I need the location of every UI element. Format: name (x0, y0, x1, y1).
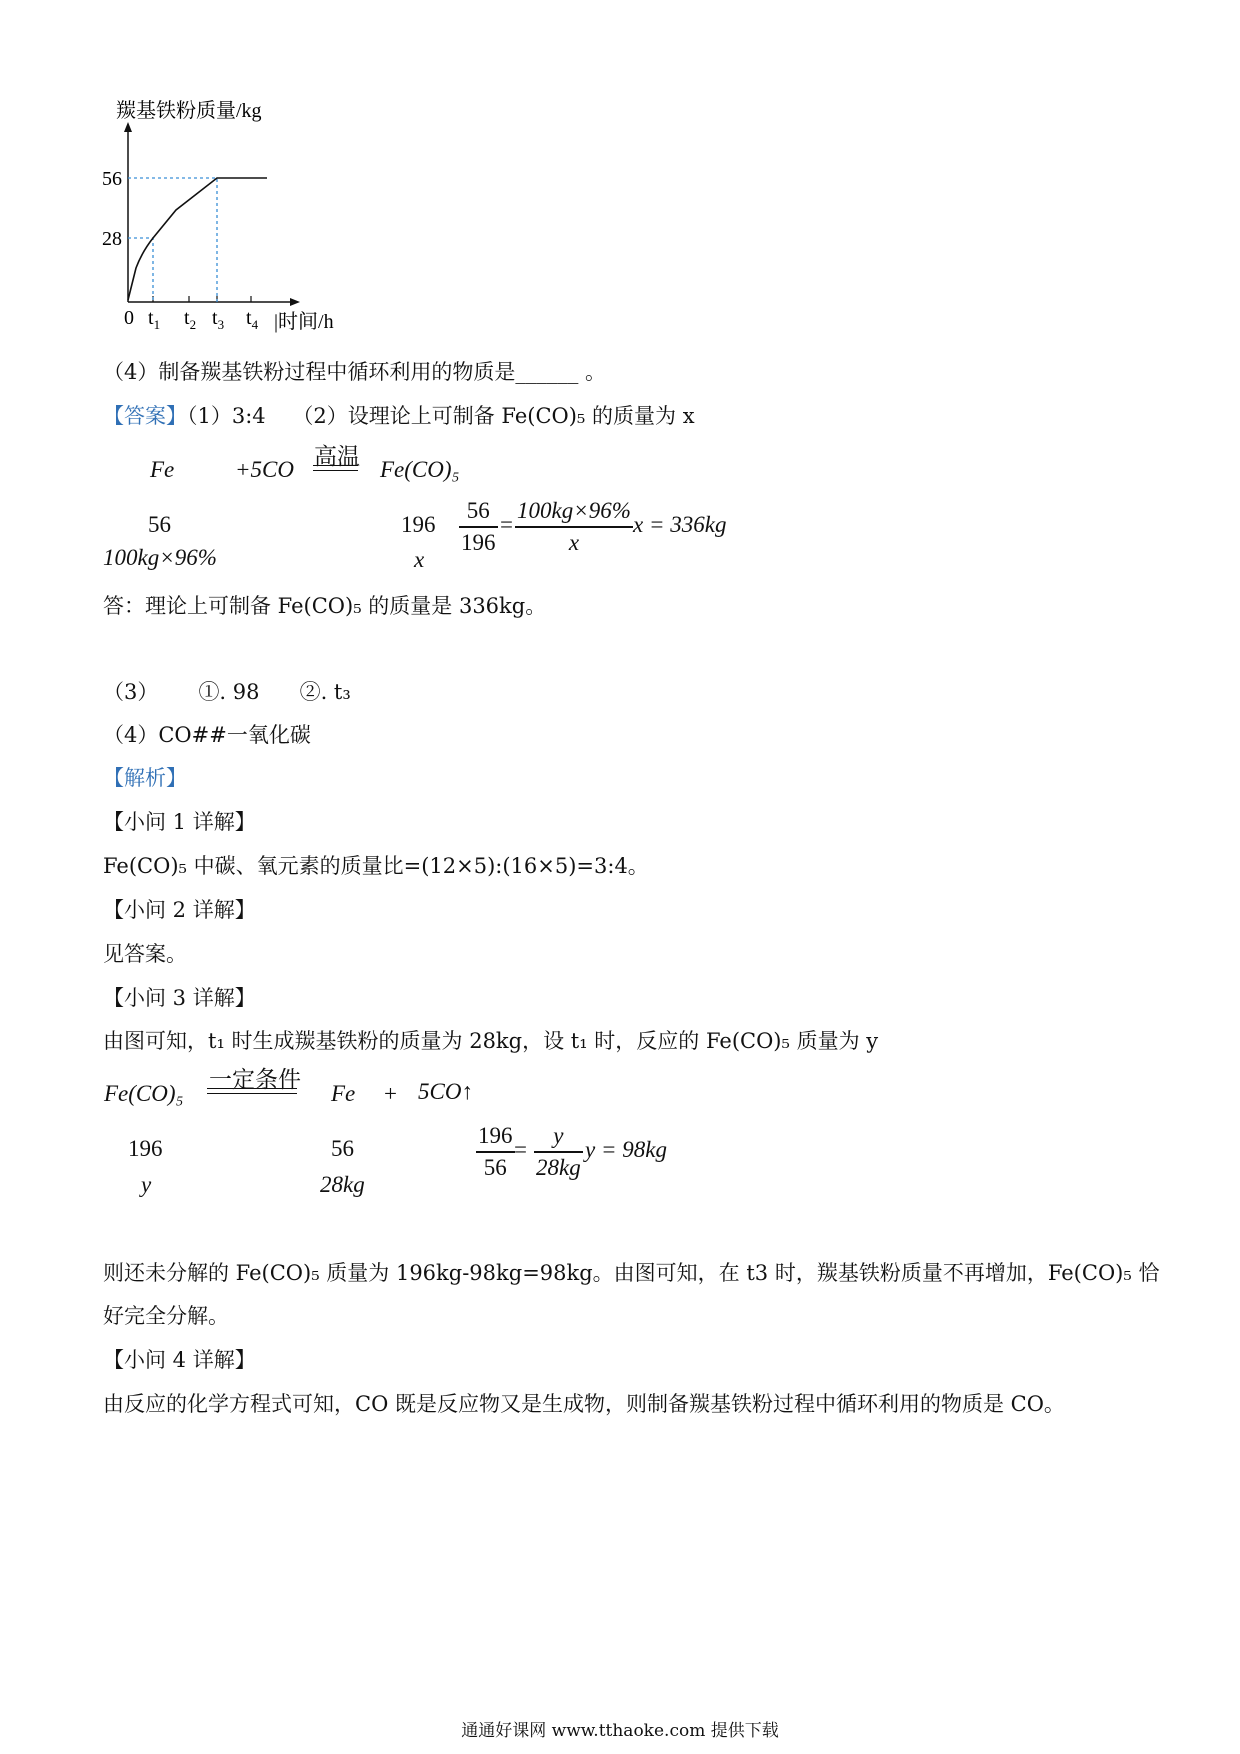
eq2-proportion-right: y 28kg (536, 1123, 581, 1180)
eq2-product1: Fe (331, 1081, 356, 1106)
eq1-unknown: x (414, 547, 425, 572)
eq1-equals: = (500, 512, 513, 537)
eq1-product: Fe(CO)₅ (380, 457, 460, 482)
answer-conclusion: 答：理论上可制备 Fe(CO)₅ 的质量是 336kg。 (103, 594, 547, 618)
question-4: （4）制备羰基铁粉过程中循环利用的物质是______ 。 (103, 360, 607, 384)
section3-line: 由图可知，t₁ 时生成羰基铁粉的质量为 28kg，设 t₁ 时，反应的 Fe(CO)₅ 质量为 y (103, 1029, 879, 1053)
eq1-reactant2: +5CO (235, 457, 294, 482)
analysis-label: 【解析】 (103, 766, 187, 790)
answer-part1: （1）3:4 (187, 404, 266, 428)
answer-part3: （3） ①. 98 ②. t₃ (103, 680, 351, 704)
eq1-reactant1: Fe (150, 457, 175, 482)
section1-line: Fe(CO)₅ 中碳、氧元素的质量比=(12×5):(16×5)=3:4。 (103, 854, 649, 878)
x-tick-t4: $t_4$ (246, 307, 259, 332)
x-tick-0: 0 (124, 307, 134, 329)
eq2-unknown: y (141, 1172, 152, 1197)
eq2-condition: 一定条件 (209, 1067, 301, 1093)
answer-line (103, 400, 695, 430)
eq1-condition: 高温 (314, 444, 360, 470)
eq1-mass-product: 196 (401, 512, 436, 537)
eq2-mass-fe: 56 (331, 1136, 354, 1161)
section4-heading: 【小问 4 详解】 (103, 1348, 256, 1372)
eq2-plus: + (384, 1081, 397, 1106)
chart-xlabel: |时间/h (274, 311, 334, 333)
section4-line: 由反应的化学方程式可知，CO 既是反应物又是生成物，则制备羰基铁粉过程中循环利用的物质是 CO。 (103, 1392, 1065, 1416)
eq2-proportion-left: 196 56 (478, 1123, 513, 1180)
eq1-proportion-right: 100kg×96% x (517, 498, 631, 555)
eq2-mass-reactant: 196 (128, 1136, 163, 1161)
eq2-mass-fe-given: 28kg (320, 1172, 365, 1197)
answer-part4: （4）CO##一氧化碳 (103, 723, 311, 747)
y-axis-arrow (124, 122, 132, 132)
guide-t3 (128, 178, 217, 302)
eq2-double-line (207, 1088, 297, 1094)
section2-heading: 【小问 2 详解】 (103, 898, 256, 922)
mass-curve (128, 178, 267, 300)
eq1-mass-fe: 56 (148, 512, 171, 537)
answer-part2-intro: （2）设理论上可制备 Fe(CO)₅ 的质量为 x (292, 404, 695, 428)
section2-line: 见答案。 (103, 942, 187, 966)
eq1-mass-fe-given: 100kg×96% (103, 545, 217, 570)
y-tick-28: 28 (102, 228, 122, 250)
eq1-result: x = 336kg (633, 512, 727, 537)
mass-time-chart (100, 90, 380, 350)
eq1-proportion-left: 56 196 (461, 498, 496, 555)
eq2-reactant: Fe(CO)₅ (104, 1081, 184, 1106)
after-eq2-line2: 好完全分解。 (103, 1304, 229, 1328)
x-tick-t3: $t_3$ (212, 307, 225, 332)
x-tick-t2: $t_2$ (184, 307, 197, 332)
page-footer: 通通好课网 www.tthaoke.com 提供下载 (461, 1721, 779, 1741)
eq2-product2: 5CO↑ (418, 1079, 473, 1104)
y-tick-56: 56 (102, 168, 122, 190)
chart-ylabel: 羰基铁粉质量/kg (116, 100, 262, 122)
eq2-result: y = 98kg (585, 1137, 667, 1162)
x-tick-t1: $t_1$ (148, 307, 161, 332)
section1-heading: 【小问 1 详解】 (103, 810, 256, 834)
x-axis-arrow (290, 298, 300, 306)
eq2-equals: = (514, 1137, 527, 1162)
section3-heading: 【小问 3 详解】 (103, 986, 256, 1010)
answer-label: 【答案】 (103, 404, 187, 428)
guide-t1 (128, 238, 153, 302)
after-eq2-line1: 则还未分解的 Fe(CO)₅ 质量为 196kg-98kg=98kg。由图可知，在 t3 时，羰基铁粉质量不再增加，Fe(CO)₅ 恰 (103, 1261, 1160, 1285)
eq1-double-line (313, 465, 358, 471)
